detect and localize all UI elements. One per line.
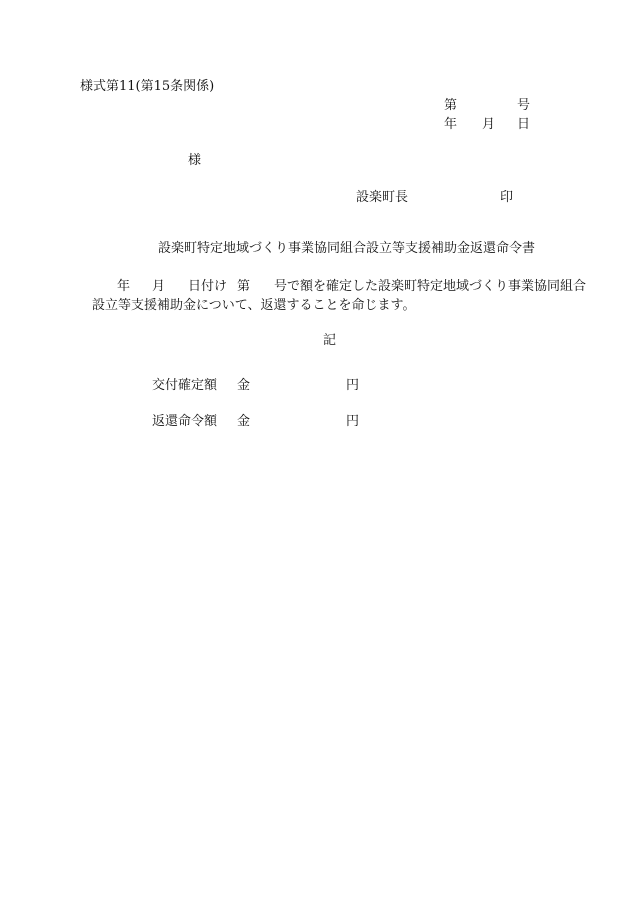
addressee-sama: 様	[188, 153, 202, 168]
item-label: 交付確定額	[152, 378, 218, 393]
item-kin: 金	[237, 414, 251, 429]
document-title: 設楽町特定地域づくり事業協同組合設立等支援補助金返還命令書	[158, 241, 536, 256]
date-month: 月	[482, 117, 496, 132]
form-number: 様式第11(第15条関係)	[80, 79, 215, 94]
date-year: 年	[444, 117, 458, 132]
body-text-line2: 設立等支援補助金について、返還することを命じます。	[92, 298, 416, 313]
body-month: 月	[152, 279, 166, 294]
item-label: 返還命令額	[152, 414, 218, 429]
date-day: 日	[517, 117, 531, 132]
reference-go: 号	[517, 98, 531, 113]
body-text-line1: 号で額を確定した設楽町特定地域づくり事業協同組合	[274, 279, 587, 294]
item-kin: 金	[237, 378, 251, 393]
ki-heading: 記	[323, 333, 337, 348]
body-day: 日付け	[188, 279, 228, 294]
item-yen: 円	[346, 414, 360, 429]
item-yen: 円	[346, 378, 360, 393]
reference-dai: 第	[444, 98, 458, 113]
issuer-name: 設楽町長	[356, 190, 409, 205]
body-year: 年	[117, 279, 131, 294]
body-dai: 第	[237, 279, 251, 294]
seal-mark: 印	[500, 190, 514, 205]
